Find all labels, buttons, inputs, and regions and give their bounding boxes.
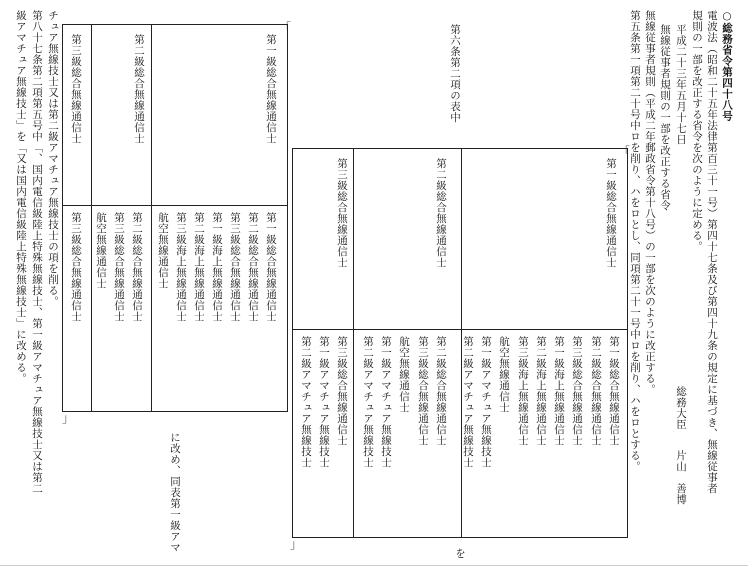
old-row3-item-1: 第三級総合無線通信士 — [70, 212, 82, 322]
new-row1-item-4: 第一級海上無線通信士 — [553, 336, 565, 446]
old-row1-item-1: 第一級総合無線通信士 — [265, 212, 277, 322]
new-row1-item-6: 第三級海上無線通信士 — [517, 336, 529, 446]
new-row2-item-4: 第一級アマチュア無線技士 — [380, 336, 392, 468]
article87-clause: 第八十七条第二項第五号中「、国内電信級陸上特殊無線技士、第一級アマチュア無線技士又は第二 — [31, 10, 43, 494]
signer-title: 総務大臣 — [675, 386, 687, 430]
preamble-line-1: 電波法（昭和二十五年法律第百三十一号）第四十七条及び第四十九条の規定に基づき、無線従事者 — [706, 10, 718, 494]
new-row1-item-1: 第一級総合無線通信士 — [608, 336, 620, 446]
preamble-line-2: 規則の一部を改正する省令を次のように定める。 — [691, 10, 703, 252]
old-close-bracket: 」 — [62, 411, 75, 425]
new-row1-item-5: 第二級海上無線通信士 — [535, 336, 547, 446]
new-row2-item-1: 第二級総合無線通信士 — [435, 336, 447, 446]
amendment-title: 無線従事者規則の一部を改正する省令 — [659, 24, 671, 211]
close-bracket: 」 — [290, 537, 303, 551]
article6-intro: 第六条第二項の表中 — [449, 24, 461, 123]
signer-name: 片山 善博 — [675, 450, 687, 505]
deletion-clause: チュア無線技士又は第二級アマチュア無線技士の項を削る。 — [47, 10, 59, 307]
table-suffix: を — [454, 548, 466, 559]
open-bracket: 「 — [618, 145, 631, 159]
old-row2-item-1: 第二級総合無線通信士 — [131, 212, 143, 322]
new-row2-item-2: 第三級総合無線通信士 — [417, 336, 429, 446]
old-row2-qualification: 第二級総合無線通信士 — [133, 34, 145, 144]
old-open-bracket: 「 — [279, 21, 292, 35]
new-row1-item-9: 第二級アマチュア無線技士 — [462, 336, 474, 468]
old-row1-qualification: 第一級総合無線通信士 — [265, 34, 277, 144]
page-bottom-rule — [0, 565, 748, 566]
old-row1-item-4: 第一級海上無線通信士 — [211, 212, 223, 322]
transition-line: に改め、同表第一級アマ — [169, 432, 181, 553]
promulgation-date: 平成二十三年五月十七日 — [675, 24, 687, 145]
new-row1-qualification: 第一級総合無線通信士 — [605, 158, 617, 268]
new-row2-qualification: 第二級総合無線通信士 — [435, 158, 447, 268]
old-row1-item-6: 第三級海上無線通信士 — [175, 212, 187, 322]
old-row3-qualification: 第三級総合無線通信士 — [70, 34, 82, 144]
new-row2-item-3: 航空無線通信士 — [398, 336, 410, 413]
new-row1-item-8: 第一級アマチュア無線技士 — [480, 336, 492, 468]
article5-clause: 第五条第一項第二十号中ロを削り、ハをロとし、同項第二十一号中ロを削り、ハをロとする。 — [629, 10, 641, 472]
new-row3-item-1: 第三級総合無線通信士 — [336, 336, 348, 446]
new-row2-item-5: 第二級アマチュア無線技士 — [362, 336, 374, 468]
old-row2-item-3: 航空無線通信士 — [95, 212, 107, 289]
ordinance-title: ○総務省令第四十八号 — [721, 10, 733, 122]
old-row2-item-2: 第三級総合無線通信士 — [113, 212, 125, 322]
article87-clause-cont: 級アマチュア無線技士」を「又は国内電信級陸上特殊無線技士」に改める。 — [15, 10, 27, 384]
new-row1-item-3: 第三級総合無線通信士 — [571, 336, 583, 446]
new-row1-item-2: 第二級総合無線通信士 — [590, 336, 602, 446]
new-row1-item-7: 航空無線通信士 — [498, 336, 510, 413]
new-row3-qualification: 第三級総合無線通信士 — [336, 158, 348, 268]
amendment-clause: 無線従事者規則（平成二年郵政省令第十八号）の一部を次のように改正する。 — [644, 10, 656, 395]
old-row1-item-5: 第二級海上無線通信士 — [193, 212, 205, 322]
new-row3-item-2: 第一級アマチュア無線技士 — [318, 336, 330, 468]
old-row1-item-2: 第二級総合無線通信士 — [247, 212, 259, 322]
new-row3-item-3: 第二級アマチュア無線技士 — [300, 336, 312, 468]
old-row1-item-3: 第三級総合無線通信士 — [229, 212, 241, 322]
old-row1-item-7: 航空無線通信士 — [157, 212, 169, 289]
